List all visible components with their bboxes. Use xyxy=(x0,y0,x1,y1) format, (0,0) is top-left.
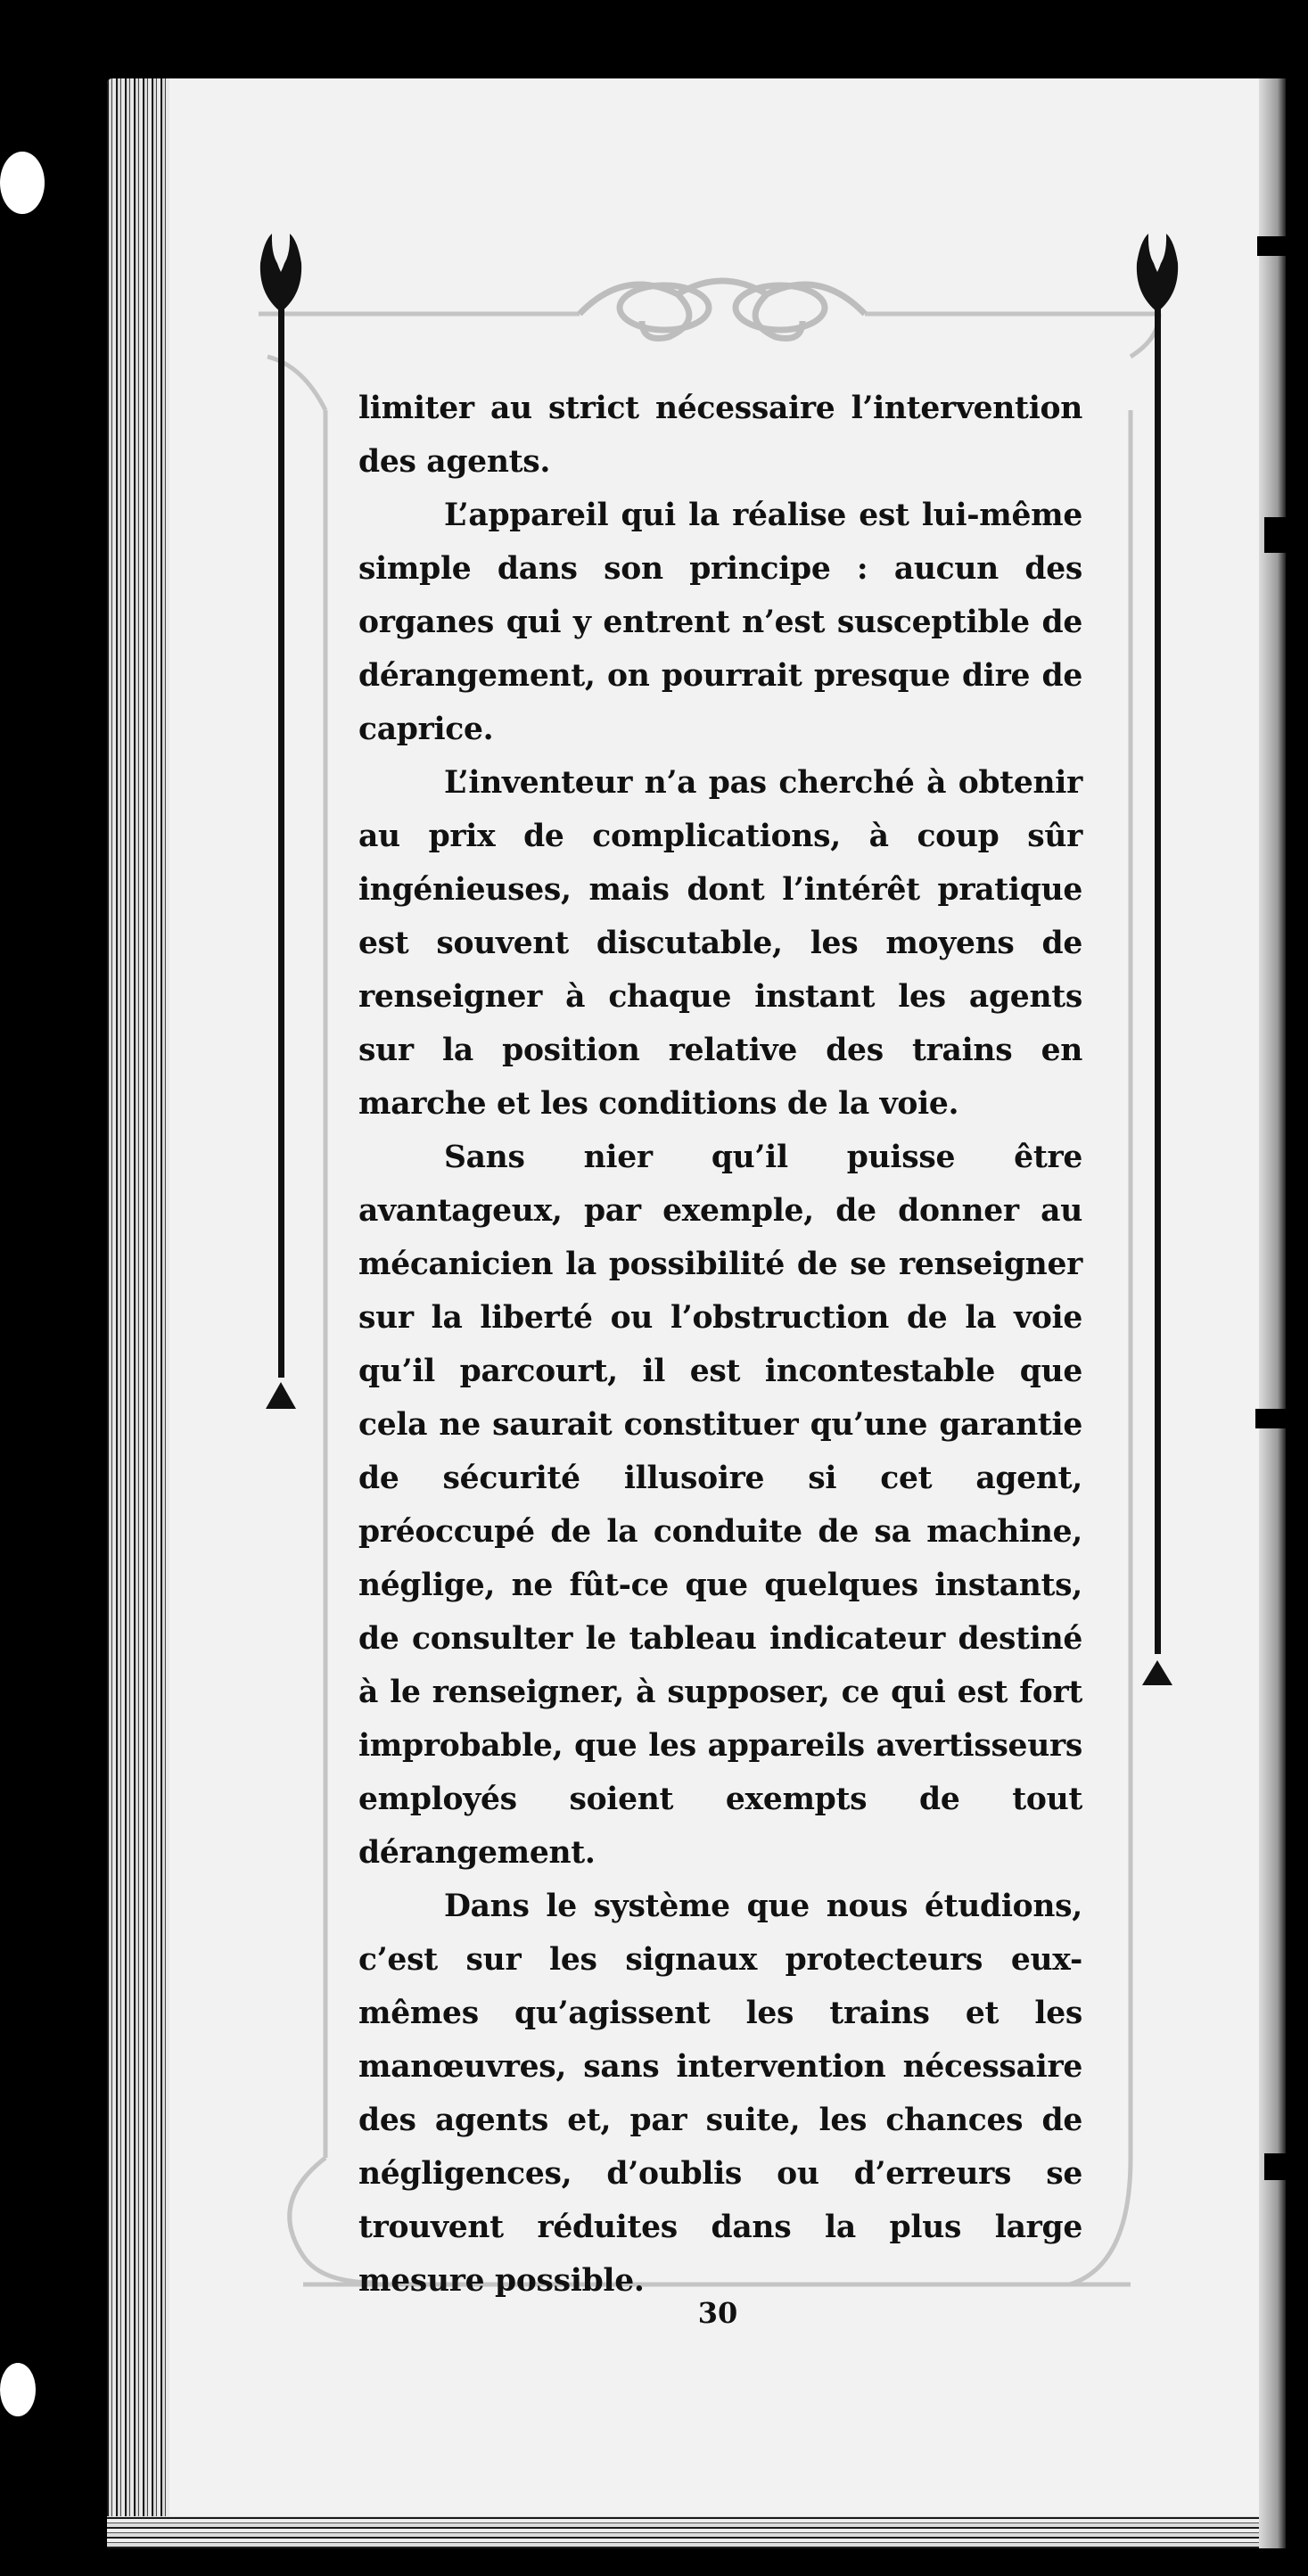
paragraph: L’appareil qui la réalise est lui-même simple dans son principe : aucun des organes qui y entrent n’est susceptible de dérangement, on pourrait presque dire de caprice. xyxy=(358,498,1082,747)
page-number: 30 xyxy=(697,2296,738,2330)
scan-speck xyxy=(0,2363,36,2416)
tulip-arrow-icon xyxy=(1137,234,1178,1685)
paragraph: L’inventeur n’a pas cherché à obtenir au prix de complications, à coup sûr ingénieuses, mais dont l’intérêt pratique est souvent discutable, les moyens de renseigner à chaque instant les agents sur la position relative des trains en marche et les conditions de la voie. xyxy=(358,765,1082,1122)
tulip-arrow-icon xyxy=(260,234,301,1409)
paragraph: Sans nier qu’il puisse être avantageux, par exemple, de donner au mécanicien la possibilité de se renseigner sur la liberté ou l’obstruction de la voie qu’il parcourt, il est incontestable que cela ne saurait constituer qu’une garantie de sécurité illusoire si cet agent, préoccupé de la conduite de sa machine, néglige, ne fût-ce que quelques instants, de consulter le tableau indicateur destiné à le renseigner, à supposer, ce qui est fort improbable, que les appareils avertisseurs employés soient exempts de tout dérangement. xyxy=(358,1140,1082,1871)
paragraph: Dans le système que nous étudions, c’est sur les signaux protecteurs eux-mêmes qu’agissent les trains et les manœuvres, sans intervention nécessaire des agents et, par suite, les chances de négligences, d’oublis ou d’erreurs se trouvent réduites dans la plus large mesure possible. xyxy=(358,1889,1082,2299)
body-text xyxy=(358,382,1082,2308)
scroll-flourish-icon xyxy=(580,281,865,339)
paragraph: limiter au strict nécessaire l’intervention des agents. xyxy=(358,391,1082,480)
scan-speck xyxy=(0,152,45,214)
